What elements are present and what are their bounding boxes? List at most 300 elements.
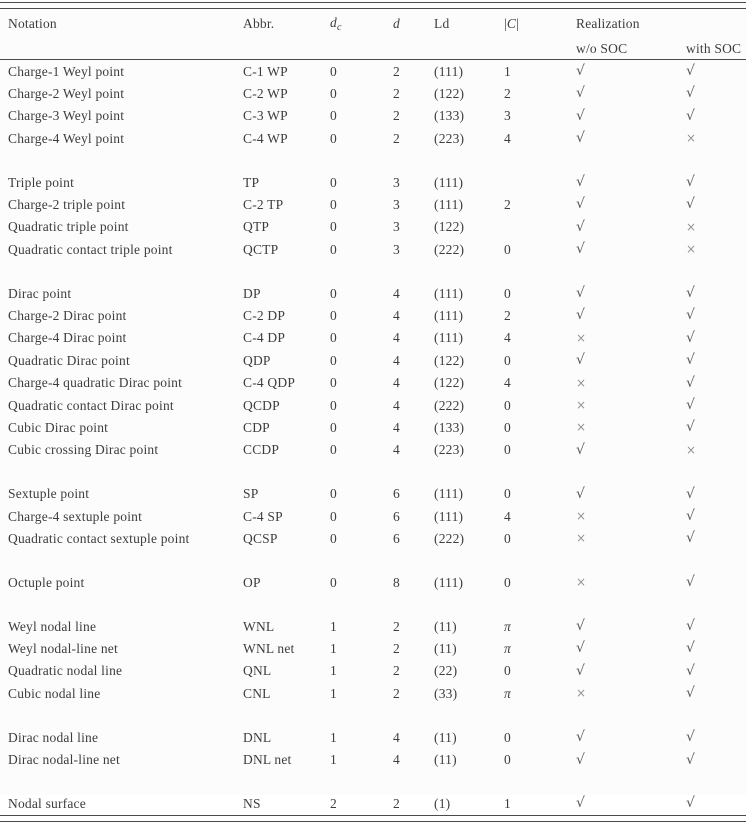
cross-icon: ×	[686, 242, 697, 257]
col-header-abbr: Abbr.	[243, 15, 275, 31]
check-icon: √	[576, 751, 586, 768]
cell-ld: (111)	[434, 196, 464, 212]
cell-with-soc	[686, 505, 746, 527]
cell-dc: 1	[330, 618, 337, 634]
check-icon: √	[576, 352, 586, 369]
check-icon: √	[686, 485, 696, 502]
cell-abbr: C-4 QDP	[243, 375, 296, 391]
check-icon: √	[686, 795, 696, 812]
cell-abbr: CCDP	[243, 442, 280, 458]
cell-wo-soc	[576, 505, 686, 527]
cell-with-soc	[686, 416, 746, 438]
cell-d: 8	[393, 574, 400, 590]
cell-chern: 0	[504, 397, 511, 413]
cell-wo-soc	[576, 282, 686, 304]
cross-icon: ×	[686, 131, 697, 146]
col-header-chern	[504, 9, 576, 38]
cell-d: 3	[393, 174, 400, 190]
col-header-notation: Notation	[8, 15, 57, 31]
cell-d: 4	[393, 330, 400, 346]
check-icon: √	[686, 685, 696, 702]
check-icon: √	[686, 508, 696, 525]
cell-abbr: DNL	[243, 729, 272, 745]
header-row-main	[0, 9, 746, 38]
cell-wo-soc	[576, 571, 686, 593]
cell-d: 2	[393, 85, 400, 101]
check-icon: √	[686, 530, 696, 547]
table-row	[0, 660, 746, 682]
cell-notation: Charge-1 Weyl point	[8, 63, 125, 79]
cell-d: 6	[393, 486, 400, 502]
cell-notation: Quadratic contact Dirac point	[8, 397, 174, 413]
cross-icon: ×	[576, 330, 587, 345]
table-row	[0, 749, 746, 771]
cross-icon: ×	[576, 531, 587, 546]
d-symbol: d	[393, 15, 400, 31]
group-spacer-row	[0, 150, 746, 171]
cell-d: 4	[393, 352, 400, 368]
cell-wo-soc	[576, 637, 686, 659]
cell-ld: (111)	[434, 174, 464, 190]
cell-chern: 4	[504, 330, 511, 346]
check-icon: √	[576, 107, 586, 124]
cell-with-soc	[686, 660, 746, 682]
cell-with-soc	[686, 304, 746, 326]
cell-with-soc	[686, 726, 746, 748]
cell-ld: (11)	[434, 752, 457, 767]
cell-with-soc	[686, 349, 746, 371]
cell-chern: 2	[504, 196, 511, 212]
table-row	[0, 304, 746, 326]
table-row	[0, 505, 746, 527]
cell-ld: (122)	[434, 219, 465, 235]
cell-wo-soc	[576, 682, 686, 704]
table-body	[0, 60, 746, 815]
cell-d: 4	[393, 397, 400, 413]
cell-chern: π	[504, 685, 511, 701]
chern-bar-right: |	[516, 15, 520, 31]
check-icon: √	[576, 795, 586, 812]
cell-chern: π	[504, 640, 511, 656]
check-icon: √	[576, 285, 586, 302]
cell-abbr: NS	[243, 795, 261, 811]
table-row	[0, 637, 746, 659]
cell-dc: 0	[330, 330, 337, 346]
cell-d: 4	[393, 307, 400, 323]
cell-d: 3	[393, 219, 400, 235]
top-double-rule	[0, 2, 746, 9]
cell-wo-soc	[576, 127, 686, 149]
cell-wo-soc	[576, 82, 686, 104]
cell-abbr: QCTP	[243, 241, 279, 257]
cell-d: 3	[393, 196, 400, 212]
table-row	[0, 483, 746, 505]
cell-notation: Charge-4 Weyl point	[8, 130, 125, 146]
group-spacer-row	[0, 705, 746, 726]
cell-chern: 4	[504, 130, 511, 146]
cell-chern: 0	[504, 752, 511, 767]
check-icon: √	[686, 574, 696, 591]
check-icon: √	[576, 441, 586, 458]
cell-with-soc	[686, 372, 746, 394]
cell-d: 4	[393, 442, 400, 458]
cell-chern: 1	[504, 795, 511, 811]
cell-notation: Weyl nodal-line net	[8, 640, 118, 656]
cell-chern: 0	[504, 663, 511, 679]
cell-chern: 4	[504, 375, 511, 391]
table-row	[0, 216, 746, 238]
cell-d: 4	[393, 285, 400, 301]
cell-wo-soc	[576, 527, 686, 549]
cell-with-soc	[686, 327, 746, 349]
chern-bar-left: |	[504, 15, 507, 31]
cell-abbr: OP	[243, 574, 261, 590]
table-row	[0, 527, 746, 549]
cell-wo-soc	[576, 792, 686, 814]
table-row	[0, 327, 746, 349]
cell-dc: 0	[330, 196, 337, 212]
cell-chern: 4	[504, 508, 511, 524]
cell-chern: 1	[504, 63, 511, 79]
cell-ld: (111)	[434, 63, 464, 79]
check-icon: √	[686, 174, 696, 191]
cell-wo-soc	[576, 171, 686, 193]
cell-ld: (11)	[434, 618, 457, 634]
cell-ld: (111)	[434, 574, 464, 590]
cell-ld: (133)	[434, 108, 465, 124]
group-spacer-row	[0, 771, 746, 792]
cell-d: 2	[393, 640, 400, 656]
cell-notation: Octuple point	[8, 574, 85, 590]
cell-abbr: QNL	[243, 663, 272, 679]
cell-dc: 0	[330, 307, 337, 323]
cell-wo-soc	[576, 615, 686, 637]
table-row	[0, 282, 746, 304]
cell-with-soc	[686, 193, 746, 215]
cell-abbr: C-2 TP	[243, 196, 284, 212]
dc-subscript: c	[336, 21, 342, 33]
cell-with-soc	[686, 439, 746, 461]
cell-ld: (133)	[434, 419, 465, 435]
group-spacer-row	[0, 594, 746, 615]
check-icon: √	[576, 241, 586, 258]
table-row	[0, 792, 746, 814]
cell-d: 2	[393, 63, 400, 79]
cell-notation: Quadratic triple point	[8, 219, 129, 235]
cell-dc: 0	[330, 108, 337, 124]
check-icon: √	[686, 640, 696, 657]
cell-notation: Quadratic nodal line	[8, 663, 123, 679]
cell-notation: Weyl nodal line	[8, 618, 97, 634]
cell-dc: 0	[330, 508, 337, 524]
cell-wo-soc	[576, 439, 686, 461]
cell-wo-soc	[576, 327, 686, 349]
cell-with-soc	[686, 105, 746, 127]
cell-dc: 2	[330, 795, 337, 811]
check-icon: √	[686, 329, 696, 346]
dc-symbol: d	[330, 14, 337, 30]
cell-ld: (22)	[434, 663, 458, 679]
cell-ld: (223)	[434, 442, 465, 458]
check-icon: √	[576, 485, 586, 502]
table-row	[0, 372, 746, 394]
cell-with-soc	[686, 615, 746, 637]
cell-wo-soc	[576, 216, 686, 238]
cell-abbr: WNL	[243, 618, 275, 634]
cross-icon: ×	[576, 420, 587, 435]
cell-with-soc	[686, 571, 746, 593]
cell-d: 4	[393, 375, 400, 391]
cell-abbr: QTP	[243, 219, 270, 235]
cell-ld: (111)	[434, 307, 464, 323]
cell-d: 4	[393, 729, 400, 745]
cross-icon: ×	[576, 398, 587, 413]
check-icon: √	[576, 130, 586, 147]
cell-wo-soc	[576, 416, 686, 438]
table-row	[0, 615, 746, 637]
cell-with-soc	[686, 749, 746, 771]
cell-abbr: DNL net	[243, 752, 292, 767]
cell-d: 2	[393, 795, 400, 811]
col-header-wo-soc: w/o SOC	[576, 38, 686, 60]
cell-d: 2	[393, 618, 400, 634]
cell-dc: 0	[330, 63, 337, 79]
cell-with-soc	[686, 394, 746, 416]
cell-ld: (33)	[434, 685, 458, 701]
cell-notation: Nodal surface	[8, 795, 86, 811]
cell-chern	[504, 171, 576, 193]
check-icon: √	[576, 85, 586, 102]
table-row	[0, 439, 746, 461]
cell-d: 2	[393, 130, 400, 146]
cell-abbr: TP	[243, 174, 260, 190]
cell-chern: 2	[504, 85, 511, 101]
cell-wo-soc	[576, 483, 686, 505]
cell-ld: (11)	[434, 640, 457, 656]
check-icon: √	[686, 285, 696, 302]
cell-wo-soc	[576, 193, 686, 215]
check-icon: √	[686, 63, 696, 79]
cell-with-soc	[686, 527, 746, 549]
cell-with-soc	[686, 637, 746, 659]
table-row	[0, 193, 746, 215]
cell-d: 6	[393, 530, 400, 546]
cell-wo-soc	[576, 660, 686, 682]
cell-notation: Charge-3 Weyl point	[8, 108, 125, 124]
col-header-ld: Ld	[434, 15, 450, 31]
cell-abbr: QDP	[243, 352, 271, 368]
cell-wo-soc	[576, 372, 686, 394]
cell-wo-soc	[576, 238, 686, 260]
cell-wo-soc	[576, 304, 686, 326]
cell-ld: (111)	[434, 330, 464, 346]
cell-notation: Dirac nodal line	[8, 729, 99, 745]
cell-notation: Dirac nodal-line net	[8, 752, 120, 767]
group-spacer-row	[0, 261, 746, 282]
check-icon: √	[576, 729, 586, 746]
cell-dc: 0	[330, 285, 337, 301]
check-icon: √	[686, 419, 696, 436]
cell-dc: 0	[330, 419, 337, 435]
table-row	[0, 105, 746, 127]
cell-dc: 0	[330, 442, 337, 458]
cell-d: 2	[393, 108, 400, 124]
cell-notation: Cubic crossing Dirac point	[8, 442, 159, 458]
cell-dc: 1	[330, 685, 337, 701]
emergent-particles-table	[0, 9, 746, 815]
check-icon: √	[576, 618, 586, 635]
cell-abbr: QCSP	[243, 530, 278, 546]
cell-abbr: C-1 WP	[243, 63, 288, 79]
cell-chern: 0	[504, 285, 511, 301]
table-row	[0, 238, 746, 260]
cell-wo-soc	[576, 726, 686, 748]
check-icon: √	[576, 640, 586, 657]
table-row	[0, 571, 746, 593]
cell-abbr: QCDP	[243, 397, 280, 413]
cell-notation: Cubic Dirac point	[8, 419, 109, 435]
cell-dc: 0	[330, 241, 337, 257]
cell-abbr: CNL	[243, 685, 271, 701]
check-icon: √	[576, 196, 586, 213]
group-spacer-row	[0, 550, 746, 571]
cell-chern: 0	[504, 241, 511, 257]
cell-abbr: C-3 WP	[243, 108, 288, 124]
table-row	[0, 171, 746, 193]
cell-notation: Quadratic contact triple point	[8, 241, 173, 257]
table-row	[0, 416, 746, 438]
cell-dc: 0	[330, 530, 337, 546]
check-icon: √	[576, 63, 586, 79]
check-icon: √	[686, 374, 696, 391]
cell-ld: (111)	[434, 486, 464, 502]
table-row	[0, 60, 746, 83]
cross-icon: ×	[576, 686, 587, 701]
cell-wo-soc	[576, 394, 686, 416]
cell-chern: 0	[504, 486, 511, 502]
check-icon: √	[686, 751, 696, 768]
cell-notation: Charge-4 quadratic Dirac point	[8, 375, 183, 391]
cell-with-soc	[686, 127, 746, 149]
bottom-double-rule	[0, 815, 746, 822]
cell-wo-soc	[576, 749, 686, 771]
cell-with-soc	[686, 216, 746, 238]
col-header-dc	[330, 9, 393, 38]
check-icon: √	[686, 107, 696, 124]
cell-chern: π	[504, 618, 511, 634]
cross-icon: ×	[576, 375, 587, 390]
cell-dc: 0	[330, 397, 337, 413]
table-header	[0, 9, 746, 60]
cell-ld: (122)	[434, 85, 465, 101]
cell-ld: (122)	[434, 352, 465, 368]
cell-ld: (122)	[434, 375, 465, 391]
cross-icon: ×	[686, 219, 697, 234]
cell-chern: 0	[504, 419, 511, 435]
cell-abbr: C-2 DP	[243, 307, 286, 323]
cell-dc: 0	[330, 85, 337, 101]
cell-with-soc	[686, 171, 746, 193]
chern-symbol: C	[506, 15, 517, 31]
check-icon: √	[686, 352, 696, 369]
cell-ld: (222)	[434, 530, 465, 546]
cell-d: 2	[393, 663, 400, 679]
cell-with-soc	[686, 792, 746, 814]
check-icon: √	[686, 85, 696, 102]
cell-d: 2	[393, 685, 400, 701]
cell-notation: Sextuple point	[8, 486, 90, 502]
cell-notation: Cubic nodal line	[8, 685, 101, 701]
cell-chern	[504, 216, 576, 238]
cell-chern: 0	[504, 442, 511, 458]
cross-icon: ×	[686, 442, 697, 457]
cell-notation: Charge-4 Dirac point	[8, 330, 127, 346]
cell-chern: 0	[504, 729, 511, 745]
cell-with-soc	[686, 82, 746, 104]
cell-with-soc	[686, 483, 746, 505]
col-header-with-soc: with SOC	[686, 38, 746, 60]
check-icon: √	[686, 196, 696, 213]
cell-ld: (111)	[434, 508, 464, 524]
cell-notation: Triple point	[8, 174, 75, 190]
cell-abbr: C-4 WP	[243, 130, 288, 146]
check-icon: √	[576, 307, 586, 324]
cell-chern: 0	[504, 574, 511, 590]
cell-chern: 0	[504, 352, 511, 368]
cell-abbr: DP	[243, 285, 261, 301]
check-icon: √	[686, 307, 696, 324]
cell-chern: 0	[504, 530, 511, 546]
cell-notation: Charge-2 Weyl point	[8, 85, 125, 101]
cell-with-soc	[686, 282, 746, 304]
cell-dc: 1	[330, 752, 337, 767]
header-row-soc	[0, 38, 746, 60]
cross-icon: ×	[576, 575, 587, 590]
cell-abbr: C-2 WP	[243, 85, 288, 101]
cell-d: 6	[393, 508, 400, 524]
table-row	[0, 349, 746, 371]
cell-dc: 0	[330, 219, 337, 235]
cell-notation: Charge-4 sextuple point	[8, 508, 143, 524]
cell-dc: 0	[330, 375, 337, 391]
cell-notation: Quadratic contact sextuple point	[8, 530, 190, 546]
cell-with-soc	[686, 60, 746, 83]
cell-notation: Quadratic Dirac point	[8, 352, 130, 368]
col-header-d	[393, 9, 434, 38]
cell-ld: (223)	[434, 130, 465, 146]
cell-dc: 0	[330, 130, 337, 146]
cell-with-soc	[686, 682, 746, 704]
cell-dc: 0	[330, 486, 337, 502]
table-row	[0, 682, 746, 704]
cell-notation: Charge-2 triple point	[8, 196, 126, 212]
cell-abbr: C-4 DP	[243, 330, 286, 346]
cell-dc: 0	[330, 352, 337, 368]
cell-dc: 0	[330, 174, 337, 190]
check-icon: √	[686, 729, 696, 746]
cell-ld: (222)	[434, 397, 465, 413]
table-row	[0, 82, 746, 104]
cell-abbr: C-4 SP	[243, 508, 283, 524]
cell-wo-soc	[576, 60, 686, 83]
cell-dc: 0	[330, 574, 337, 590]
cell-ld: (111)	[434, 285, 464, 301]
cell-abbr: SP	[243, 486, 259, 502]
cell-dc: 1	[330, 663, 337, 679]
group-spacer-row	[0, 461, 746, 482]
cell-ld: (1)	[434, 795, 451, 811]
cell-dc: 1	[330, 640, 337, 656]
